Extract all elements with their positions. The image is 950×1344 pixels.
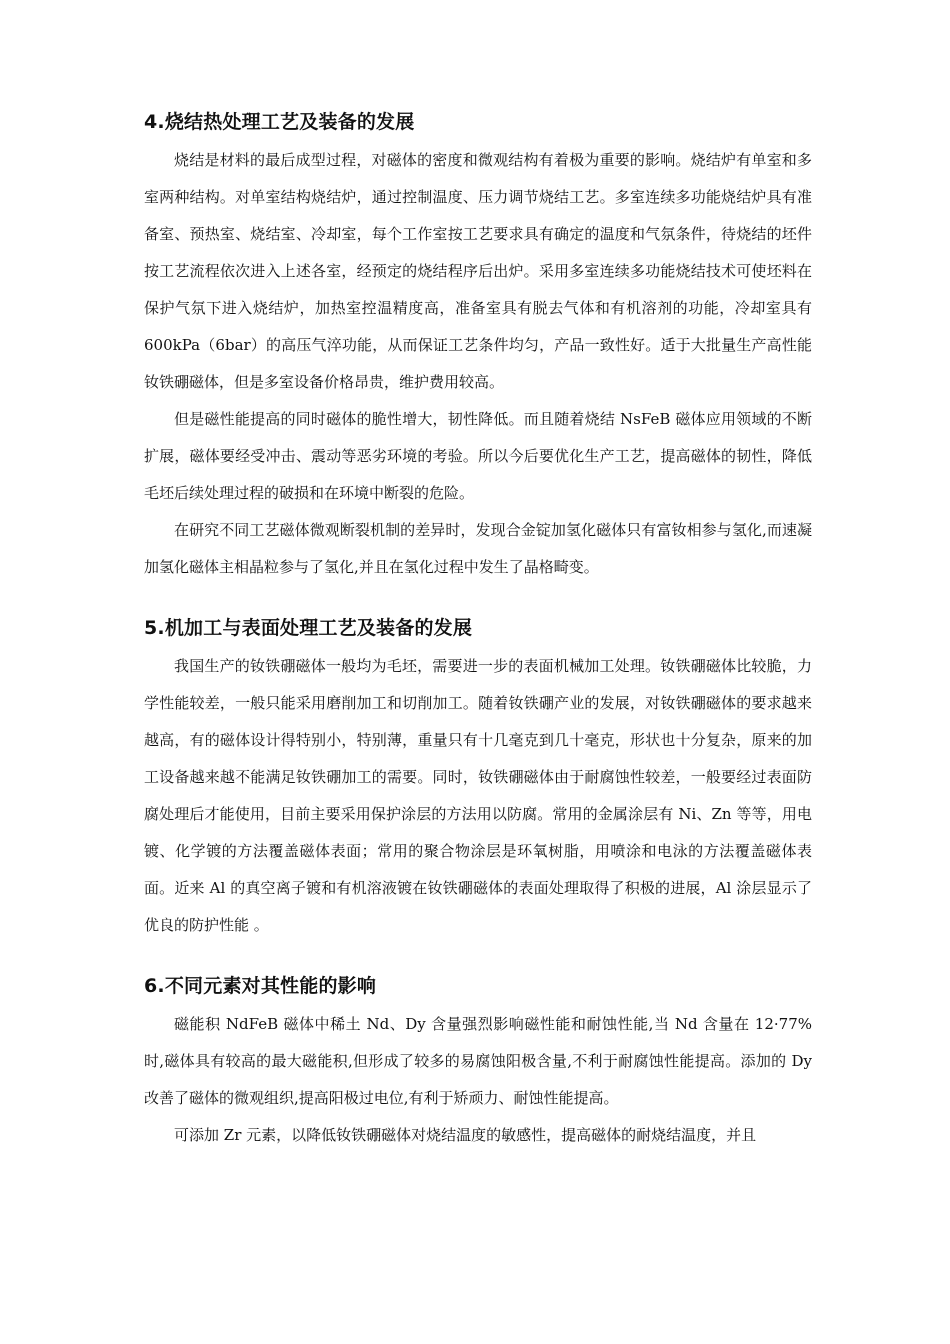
paragraph: 我国生产的钕铁硼磁体一般均为毛坯，需要进一步的表面机械加工处理。钕铁硼磁体比较脆，力学性能较差，一般只能采用磨削加工和切削加工。随着钕铁硼产业的发展，对钕铁硼磁体的要求越来越高，有的磁体设计得特别小，特别薄，重量只有十几毫克到几十毫克，形状也十分复杂，原来的加工设备越来越不能满足钕铁硼加工的需要。同时，钕铁硼磁体由于耐腐蚀性较差，一般要经过表面防腐处理后才能使用，目前主要采用保护涂层的方法用以防腐。常用的金属涂层有 Ni、Zn 等等，用电镀、化学镀的方法覆盖磁体表面；常用的聚合物涂层是环氧树脂，用喷涂和电泳的方法覆盖磁体表面。近来 Al 的真空离子镀和有机溶液镀在钕铁硼磁体的表面处理取得了积极的进展，Al 涂层显示了优良的防护性能 。 xyxy=(144,657,812,934)
paragraph: 磁能积 NdFeB 磁体中稀土 Nd、Dy 含量强烈影响磁性能和耐蚀性能,当 Nd 含量在 12·77%时,磁体具有较高的最大磁能积,但形成了较多的易腐蚀阳极含量,不利于耐腐蚀性能提高。添加的 Dy 改善了磁体的微观组织,提高阳极过电位,有利于矫顽力、耐蚀性能提高。 xyxy=(144,1015,812,1107)
paragraph: 在研究不同工艺磁体微观断裂机制的差异时，发现合金锭加氢化磁体只有富钕相参与氢化,而速凝加氢化磁体主相晶粒参与了氢化,并且在氢化过程中发生了晶格畸变。 xyxy=(144,521,812,576)
paragraph: 但是磁性能提高的同时磁体的脆性增大，韧性降低。而且随着烧结 NsFeB 磁体应用领域的不断扩展，磁体要经受冲击、震动等恶劣环境的考验。所以今后要优化生产工艺，提高磁体的韧性，降低毛坯后续处理过程的破损和在环境中断裂的危险。 xyxy=(144,410,812,502)
document-page xyxy=(144,108,812,1182)
section-elements xyxy=(144,972,812,1154)
paragraph: 可添加 Zr 元素，以降低钕铁硼磁体对烧结温度的敏感性，提高磁体的耐烧结温度，并且 xyxy=(174,1126,757,1144)
section-machining xyxy=(144,614,812,944)
section-heading: 5.机加工与表面处理工艺及装备的发展 xyxy=(144,617,473,639)
section-sintering xyxy=(144,108,812,586)
section-heading: 6.不同元素对其性能的影响 xyxy=(144,975,377,997)
section-heading: 4.烧结热处理工艺及装备的发展 xyxy=(144,111,415,133)
paragraph: 烧结是材料的最后成型过程，对磁体的密度和微观结构有着极为重要的影响。烧结炉有单室和多室两种结构。对单室结构烧结炉，通过控制温度、压力调节烧结工艺。多室连续多功能烧结炉具有准备室、预热室、烧结室、冷却室，每个工作室按工艺要求具有确定的温度和气氛条件，待烧结的坯件按工艺流程依次进入上述各室，经预定的烧结程序后出炉。采用多室连续多功能烧结技术可使坯料在保护气氛下进入烧结炉，加热室控温精度高，准备室具有脱去气体和有机溶剂的功能，冷却室具有 600kPa（6bar）的高压气淬功能，从而保证工艺条件均匀，产品一致性好。适于大批量生产高性能钕铁硼磁体，但是多室设备价格昂贵，维护费用较高。 xyxy=(144,151,812,391)
